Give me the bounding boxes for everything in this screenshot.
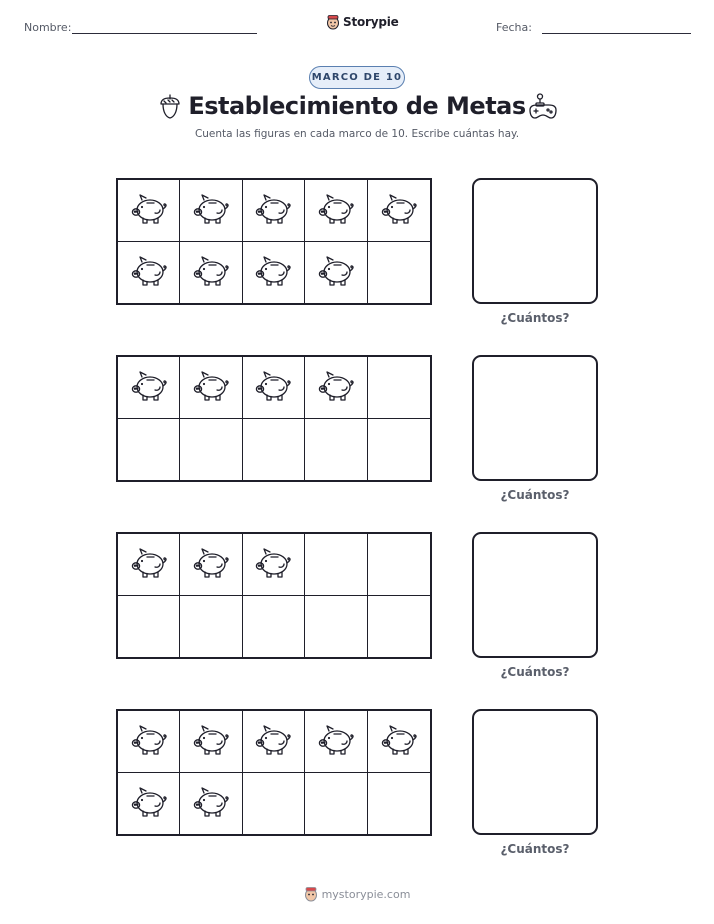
ten-frame-cell (243, 773, 305, 835)
piggy-bank-icon (191, 723, 231, 759)
ten-frame-cell (118, 596, 180, 658)
ten-frame-cell (368, 711, 430, 773)
answer-prompt: ¿Cuántos? (500, 665, 570, 679)
ten-frame-cell (118, 711, 180, 773)
page-title: Establecimiento de Metas (188, 92, 526, 120)
piggy-bank-icon (191, 369, 231, 405)
piggy-bank-icon (129, 723, 169, 759)
ten-frame-cell (305, 242, 367, 304)
footer (0, 886, 714, 902)
storypie-mascot-icon (326, 14, 340, 30)
piggy-bank-icon (129, 546, 169, 582)
piggy-bank-icon (253, 369, 293, 405)
ten-frame-cell (368, 773, 430, 835)
piggy-bank-icon (129, 254, 169, 290)
ten-frame-cell (368, 242, 430, 304)
answer-prompt: ¿Cuántos? (500, 488, 570, 502)
piggy-bank-icon (253, 254, 293, 290)
ten-frame-cell (243, 419, 305, 481)
answer-box[interactable] (472, 709, 598, 835)
ten-frame-cell (118, 419, 180, 481)
ten-frame-cell (243, 242, 305, 304)
date-label: Fecha: (496, 21, 532, 34)
ten-frame-cell (180, 534, 242, 596)
piggy-bank-icon (316, 369, 356, 405)
ten-frame-cell (118, 534, 180, 596)
answer-prompt: ¿Cuántos? (500, 842, 570, 856)
ten-frame-cell (118, 773, 180, 835)
brand-logo (326, 14, 399, 30)
piggy-bank-icon (191, 546, 231, 582)
answer-box[interactable] (472, 178, 598, 304)
ten-frame-cell (243, 357, 305, 419)
ten-frame-cell (180, 357, 242, 419)
ten-frame-cell (368, 534, 430, 596)
ten-frame (116, 709, 432, 836)
ten-frame-cell (243, 596, 305, 658)
piggy-bank-icon (379, 192, 419, 228)
storypie-mascot-icon (304, 886, 318, 902)
ten-frame-cell (180, 596, 242, 658)
date-line[interactable] (542, 33, 691, 34)
ten-frame (116, 532, 432, 659)
ten-frame-cell (180, 773, 242, 835)
ten-frame-cell (305, 596, 367, 658)
ten-frame-cell (368, 357, 430, 419)
ten-frame-cell (180, 242, 242, 304)
answer-box[interactable] (472, 532, 598, 658)
ten-frame-cell (368, 419, 430, 481)
name-line[interactable] (72, 33, 257, 34)
piggy-bank-icon (191, 192, 231, 228)
ten-frame-cell (305, 419, 367, 481)
brand-name: Storypie (343, 15, 399, 29)
piggy-bank-icon (129, 192, 169, 228)
ten-frame-cell (118, 357, 180, 419)
ten-frame-cell (118, 242, 180, 304)
footer-url: mystorypie.com (321, 887, 411, 901)
ten-frame (116, 178, 432, 305)
piggy-bank-icon (129, 369, 169, 405)
ten-frame-cell (368, 180, 430, 242)
ten-frame-cell (305, 773, 367, 835)
name-label: Nombre: (24, 21, 72, 34)
ten-frame-cell (368, 596, 430, 658)
ten-frame-cell (305, 180, 367, 242)
piggy-bank-icon (379, 723, 419, 759)
piggy-bank-icon (253, 192, 293, 228)
ten-frame-cell (305, 357, 367, 419)
worksheet-type-badge: MARCO DE 10 (309, 66, 405, 89)
ten-frame-cell (118, 180, 180, 242)
ten-frame-cell (243, 711, 305, 773)
answer-box[interactable] (472, 355, 598, 481)
ten-frame-cell (305, 534, 367, 596)
gamepad-icon (527, 93, 559, 121)
piggy-bank-icon (253, 723, 293, 759)
piggy-bank-icon (316, 254, 356, 290)
piggy-bank-icon (191, 785, 231, 821)
ten-frame-cell (180, 711, 242, 773)
answer-prompt: ¿Cuántos? (500, 311, 570, 325)
instructions: Cuenta las figuras en cada marco de 10. Escribe cuántas hay. (194, 128, 520, 140)
ten-frame-cell (180, 180, 242, 242)
ten-frame-cell (243, 534, 305, 596)
ten-frame-cell (243, 180, 305, 242)
ten-frame-cell (305, 711, 367, 773)
ten-frame-cell (180, 419, 242, 481)
piggy-bank-icon (316, 192, 356, 228)
piggy-bank-icon (253, 546, 293, 582)
piggy-bank-icon (129, 785, 169, 821)
piggy-bank-icon (191, 254, 231, 290)
piggy-bank-icon (316, 723, 356, 759)
ten-frame (116, 355, 432, 482)
